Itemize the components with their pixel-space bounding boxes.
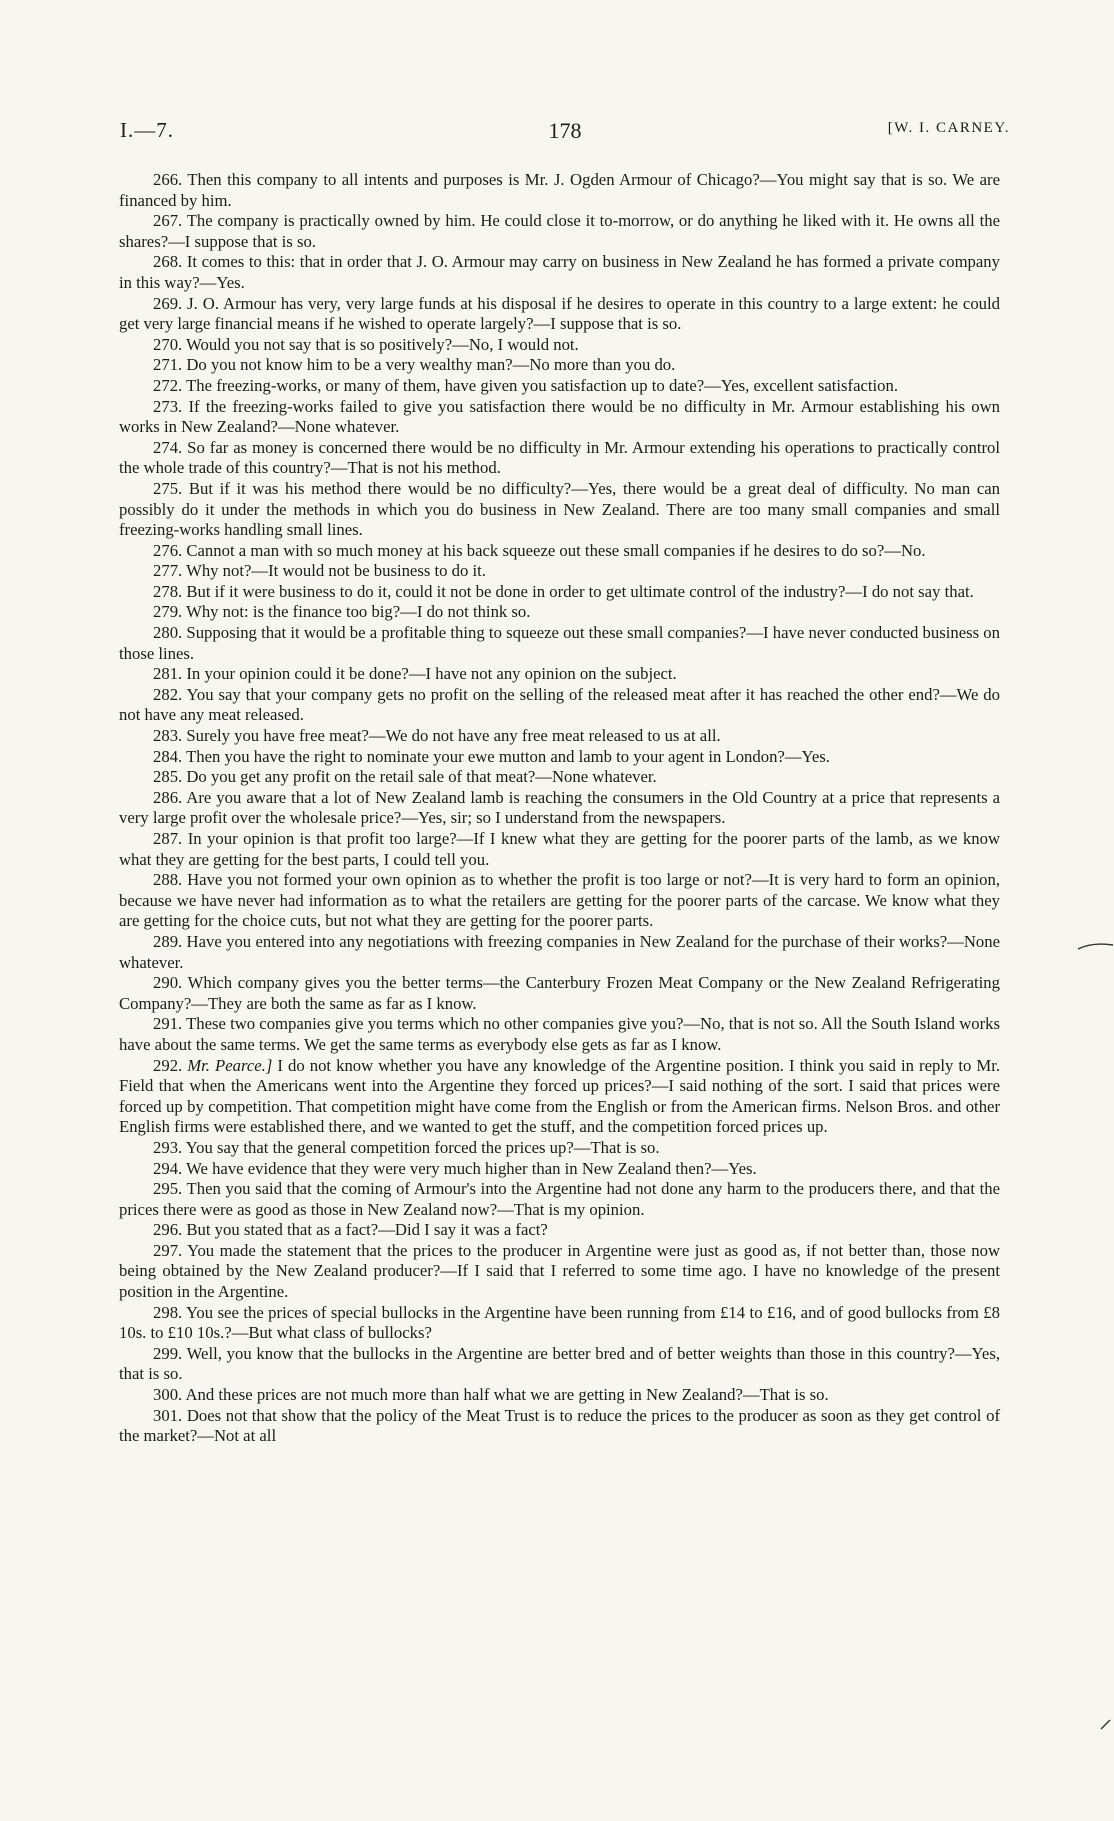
paragraph-278: 278. But if it were business to do it, could it not be done in order to get ultimate control of the industry?—I do not say that. (153, 581, 974, 601)
paragraph-290: 290. Which company gives you the better terms—the Canterbury Frozen Meat Company or the New Zealand Refrigerating Company?—They are both the same as far as I know. (119, 973, 1000, 1013)
paragraph-298: 298. You see the prices of special bullocks in the Argentine have been running from £14 to £16, and of good bullocks from £8 10s. to £10 10s.?—But what class of bullocks? (119, 1302, 1000, 1343)
speaker-name: Mr. Pearce.] (187, 1055, 273, 1075)
margin-line-mark-icon (1076, 940, 1114, 954)
paragraph-289: 289. Have you entered into any negotiations with freezing companies in New Zealand for the purchase of their works?—None whatever. (119, 931, 1000, 972)
paragraph-297: 297. You made the statement that the prices to the producer in Argentine were just as good as, if not better than, those now being obtained by the New Zealand producer?—If I said that I referred to some time ago. I have no knowledge of the present position in the Argentine. (119, 1240, 1000, 1302)
paragraph-268: 268. It comes to this: that in order that J. O. Armour may carry on business in New Zealand he has formed a private company in this way?—Yes. (119, 252, 1000, 292)
page-number: 178 (548, 118, 582, 143)
paragraph-280: 280. Supposing that it would be a profitable thing to squeeze out these small companies?—I have never conducted business on those lines. (119, 623, 1000, 663)
testimony-body (119, 170, 1000, 1447)
paragraph-299: 299. Well, you know that the bullocks in the Argentine are better bred and of better weights than those in this country?—Yes, that is so. (119, 1343, 1000, 1384)
paragraph-292-text: I do not know whether you have any knowledge of the Argentine position. I think you said in reply to Mr. Field that when the Americans went into the Argentine they forced up prices?—I said nothing of the sort. I said that prices were forced up by competition. That competition might have come from the English or from the American firms. Nelson Bros. and other English firms were established there, and we wanted to get the stuff, and the competition forced prices up. (119, 1055, 1001, 1137)
margin-tick-mark-icon (1098, 1716, 1114, 1732)
paragraph-301: 301. Does not that show that the policy of the Meat Trust is to reduce the prices to the producer as soon as they get control of the market?—Not at all (119, 1405, 1000, 1446)
paragraph-273: 273. If the freezing-works failed to give you satisfaction there would be no difficulty in Mr. Armour establishing his own works in New Zealand?—None whatever. (119, 396, 1000, 437)
paragraph-295: 295. Then you said that the coming of Armour's into the Argentine had not done any harm to the producers there, and that the prices there were as good as those in New Zealand now?—That is my opinion. (119, 1179, 1000, 1219)
paragraph-288: 288. Have you not formed your own opinion as to whether the profit is too large or not?—It is very hard to form an opinion, because we have never had information as to what the retailers are getting for the poorer parts of the carcase. We know what they are getting for the choice cuts, but not what they are getting for the poorer parts. (119, 870, 1000, 931)
paragraph-286: 286. Are you aware that a lot of New Zealand lamb is reaching the consumers in the Old Country at a price that represents a very large profit over the wholesale price?—Yes, sir; so I understand from the newspapers. (119, 787, 1000, 828)
paragraph-292-number: 292. (153, 1055, 188, 1075)
paragraph-269: 269. J. O. Armour has very, very large funds at his disposal if he desires to operate in this country to a large extent: he could get very large financial means if he wished to operate largely?—I suppose that is so. (119, 293, 1000, 334)
paragraph-296: 296. But you stated that as a fact?—Did I say it was a fact? (153, 1220, 548, 1240)
paragraph-271: 271. Do you not know him to be a very wealthy man?—No more than you do. (153, 355, 676, 375)
paragraph-292 (119, 1056, 1000, 1138)
paragraph-287: 287. In your opinion is that profit too large?—If I knew what they are getting for the poorer parts of the lamb, as we know what they are getting for the best parts, I could tell you. (119, 829, 1000, 869)
paragraph-294: 294. We have evidence that they were very much higher than in New Zealand then?—Yes. (153, 1158, 757, 1178)
paragraph-274: 274. So far as money is concerned there would be no difficulty in Mr. Armour extending his operations to practically control the whole trade of this country?—That is not his method. (119, 437, 1000, 478)
paragraph-300: 300. And these prices are not much more than half what we are getting in New Zealand?—That is so. (153, 1385, 829, 1405)
paragraph-270: 270. Would you not say that is so positively?—No, I would not. (153, 334, 579, 354)
paragraph-266: 266. Then this company to all intents and purposes is Mr. J. Ogden Armour of Chicago?—You might say that is so. We are financed by him. (119, 170, 1000, 210)
witness-name: [W. I. CARNEY. (887, 120, 1010, 136)
paragraph-293: 293. You say that the general competition forced the prices up?—That is so. (153, 1137, 660, 1157)
paper-reference: I.—7. (120, 118, 174, 142)
paragraph-275: 275. But if it was his method there would be no difficulty?—Yes, there would be a great deal of difficulty. No man can possibly do it under the methods in which you do business in New Zealand. There are too many small companies and small freezing-works handling small lines. (119, 478, 1000, 540)
paragraph-291: 291. These two companies give you terms which no other companies give you?—No, that is not so. All the South Island works have about the same terms. We get the same terms as everybody else gets as far as I know. (119, 1014, 1000, 1054)
paragraph-276: 276. Cannot a man with so much money at his back squeeze out these small companies if he desires to do so?—No. (153, 540, 926, 560)
paragraph-272: 272. The freezing-works, or many of them, have given you satisfaction up to date?—Yes, excellent satisfaction. (153, 375, 899, 395)
paragraph-281: 281. In your opinion could it be done?—I have not any opinion on the subject. (153, 664, 677, 684)
paragraph-285: 285. Do you get any profit on the retail sale of that meat?—None whatever. (153, 767, 657, 787)
paragraph-284: 284. Then you have the right to nominate your ewe mutton and lamb to your agent in London?—Yes. (153, 746, 830, 766)
paragraph-282: 282. You say that your company gets no profit on the selling of the released meat after it has reached the other end?—We do not have any meat released. (119, 684, 1000, 725)
paragraph-277: 277. Why not?—It would not be business to do it. (153, 561, 486, 581)
paragraph-283: 283. Surely you have free meat?—We do not have any free meat released to us at all. (153, 726, 721, 746)
paragraph-267: 267. The company is practically owned by him. He could close it to-morrow, or do anything he liked with it. He owns all the shares?—I suppose that is so. (119, 211, 1000, 251)
paragraph-279: 279. Why not: is the finance too big?—I do not think so. (153, 602, 531, 622)
page-header (120, 118, 1010, 152)
